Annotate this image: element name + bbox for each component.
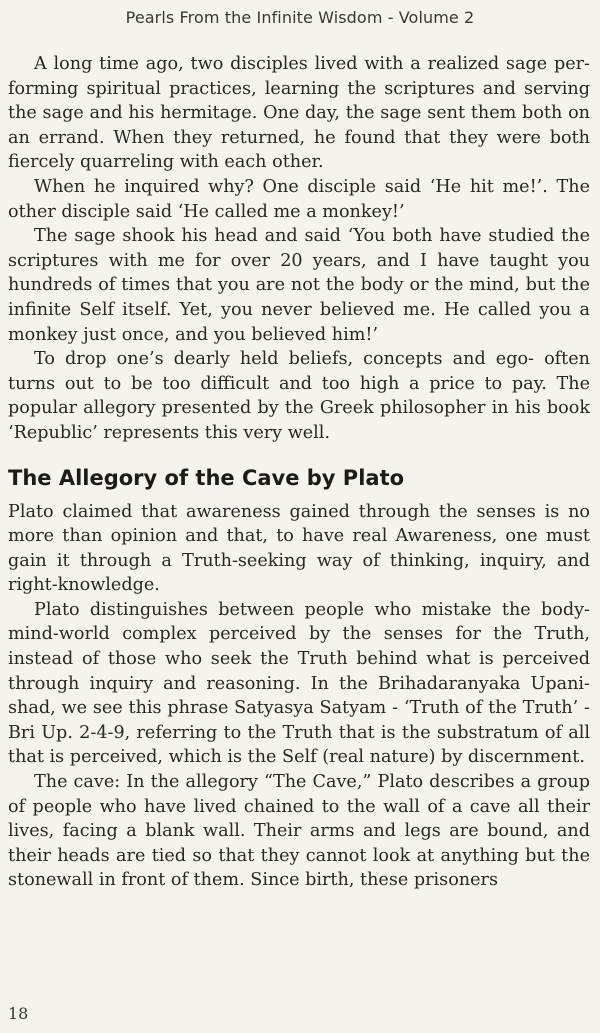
paragraph: Plato distinguishes between people who mistake the body-mind-world complex perceived by the senses for the Truth, instead of those who seek the Truth behind what is perceived through inquiry and reasoning. In the Brihadaranyaka Upanishad, we see this phrase Satyasya Satyam - ‘Truth of the Truth’ - Bri Up. 2-4-9, referring to the Truth that is the substratum of all that is perceived, which is the Self (real nature) by discernment. — [8, 599, 590, 768]
paragraph: Plato claimed that awareness gained through the senses is no more than opinion and that, to have real Awareness, one must gain it through a Truth-seeking way of thinking, inquiry, and right-knowledge. — [8, 501, 590, 596]
paragraph: To drop one’s dearly held beliefs, concepts and ego- often turns out to be too difficult and too high a price to pay. The popular allegory presented by the Greek philosopher in his book ‘Republic’ represents this very well. — [8, 349, 590, 443]
paragraph: A long time ago, two disciples lived with a realized sage performing spiritual practices, learning the scriptures and serving the sage and his hermitage. One day, the sage sent them both on an errand. When they returned, he found that they were both fiercely quarreling with each other. — [8, 54, 590, 173]
paragraph: The sage shook his head and said ‘You both have studied the scriptures with me for over 20 years, and I have taught you hundreds of times that you are not the body or the mind, but the infinite Self itself. Yet, you never believed me. He called you a monkey just once, and you believed him!’ — [8, 226, 590, 345]
paragraph: The cave: In the allegory “The Cave,” Plato describes a group of people who have lived chained to the wall of a cave all their lives, facing a blank wall. Their arms and legs are bound, and their heads are tied so that they cannot look at anything but the stonewall in front of them. Since birth, these prisoners — [8, 772, 590, 891]
running-head: Pearls From the Infinite Wisdom - Volume 2 — [125, 8, 475, 27]
page-number: 18 — [8, 1004, 29, 1023]
body-text — [8, 52, 590, 893]
section-heading: The Allegory of the Cave by Plato — [8, 465, 405, 490]
paragraph: When he inquired why? One disciple said ‘He hit me!’. The other disciple said ‘He called me a monkey!’ — [8, 176, 590, 222]
